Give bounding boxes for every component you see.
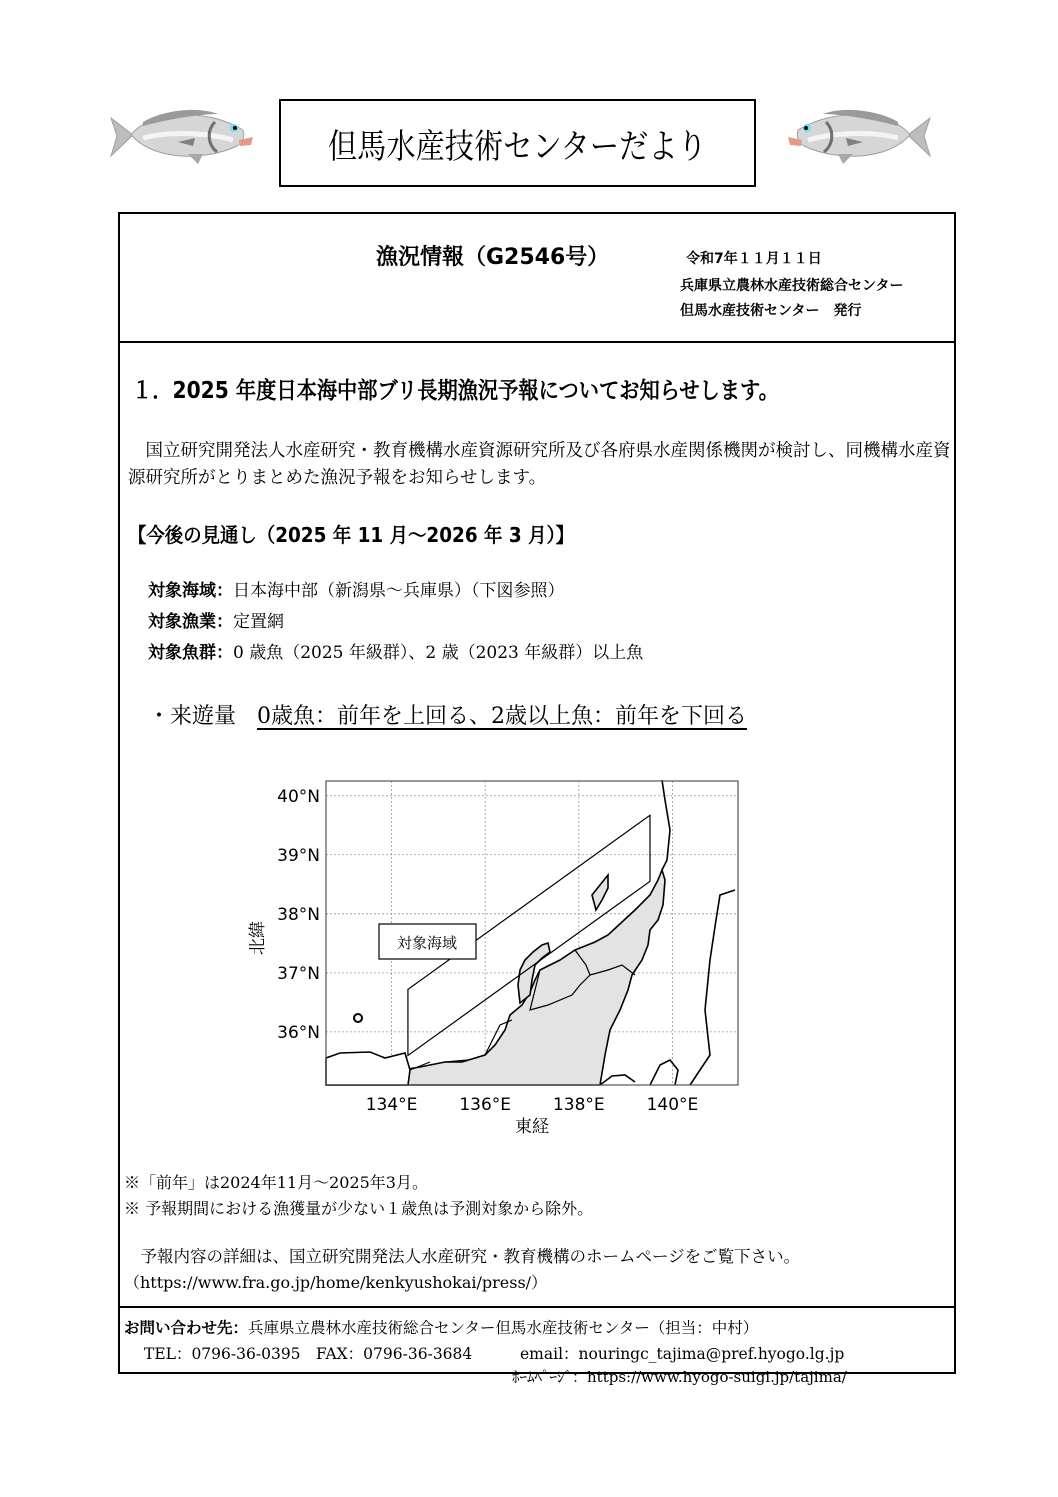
contact-homepage[interactable]: ﾎｰﾑﾍﾟｰｼﾞ：https://www.hyogo-suigi.jp/tajima/	[512, 1368, 847, 1386]
spec-target-fishery	[148, 607, 284, 632]
spec-target-area	[148, 576, 565, 601]
newsletter-title-box	[279, 99, 756, 187]
land-tohoku-east	[662, 780, 670, 870]
y-tick-label: 36°N	[277, 1022, 320, 1043]
contact-phone-fax: TEL：0796-36-0395 FAX：0796-36-3684	[144, 1345, 473, 1363]
y-tick-labels	[277, 787, 320, 1043]
x-tick-label: 138°E	[552, 1095, 605, 1115]
note-previous-year: ※「前年」は2024年11月～2025年3月。	[124, 1173, 428, 1192]
contact-divider	[118, 1306, 956, 1308]
x-tick-label: 134°E	[365, 1095, 418, 1115]
spec-label: 対象魚群：	[148, 643, 233, 663]
land-tokyo-bay	[650, 1060, 678, 1085]
spec-target-fish-group	[148, 638, 643, 663]
x-axis-label: 東経	[515, 1117, 549, 1137]
y-tick-label: 38°N	[277, 904, 320, 925]
x-tick-label: 140°E	[646, 1095, 699, 1115]
spec-label: 対象海域：	[148, 581, 233, 601]
fish-icon	[788, 100, 938, 170]
contact-label: お問い合わせ先：	[124, 1319, 249, 1337]
y-tick-label: 37°N	[277, 963, 320, 984]
target-area-map	[230, 770, 750, 1150]
fra-press-link[interactable]: （https://www.fra.go.jp/home/kenkyushokai/press/）	[124, 1273, 548, 1292]
header-divider	[118, 341, 956, 343]
y-tick-label: 39°N	[277, 845, 320, 866]
spec-label: 対象漁業：	[148, 612, 233, 632]
section-heading: １．2025 年度日本海中部ブリ長期漁況予報についてお知らせします。	[132, 378, 779, 404]
arrival-value: 0歳魚：前年を上回る、2歳以上魚：前年を下回る	[257, 704, 747, 729]
newsletter-title: 但馬水産技術センターだより	[328, 126, 707, 167]
outlook-heading: 【今後の見通し（2025 年 11 月～2026 年 3 月）】	[128, 523, 575, 547]
x-tick-labels	[366, 1095, 699, 1115]
contact-line	[124, 1316, 758, 1338]
land-izu	[600, 1075, 635, 1085]
fish-icon	[103, 100, 253, 170]
land-honshu	[326, 870, 665, 1085]
issue-date: 令和7年１１月１１日	[686, 251, 822, 267]
land-pacific-coast	[690, 890, 735, 1085]
spec-value: 0 歳魚（2025 年級群）、2 歳（2023 年級群）以上魚	[233, 643, 644, 663]
y-tick-label: 40°N	[277, 786, 320, 807]
contact-email[interactable]: email：nouringc_tajima@pref.hyogo.lg.jp	[520, 1345, 845, 1363]
arrival-forecast	[148, 699, 747, 730]
land-sado	[592, 875, 608, 910]
issue-name: 漁況情報（G2546号）	[376, 245, 610, 270]
land-west	[326, 1052, 410, 1085]
target-area-label: 対象海域	[396, 934, 458, 952]
y-axis-label: 北緯	[248, 921, 268, 955]
publisher-line-2: 但馬水産技術センター 発行	[680, 303, 862, 319]
intro-paragraph: 国立研究開発法人水産研究・教育機構水産資源研究所及び各府県水産関係機関が検討し、同機構水産資源研究所がとりまとめた漁況予報をお知らせします。	[128, 441, 951, 488]
note-excluded-age: ※ 予報期間における漁獲量が少ない１歳魚は予測対象から除外。	[124, 1199, 594, 1218]
detail-text: 予報内容の詳細は、国立研究開発法人水産研究・教育機構のホームページをご覧下さい。	[124, 1247, 801, 1266]
contact-org: 兵庫県立農林水産技術総合センター但馬水産技術センター（担当：中村）	[248, 1319, 759, 1337]
land-oki	[354, 1014, 362, 1022]
x-tick-label: 136°E	[459, 1095, 512, 1115]
arrival-label: ・来遊量	[148, 704, 237, 729]
publisher-line-1: 兵庫県立農林水産技術総合センター	[680, 278, 904, 294]
spec-value: 日本海中部（新潟県～兵庫県）（下図参照）	[233, 581, 565, 601]
spec-value: 定置網	[233, 612, 284, 632]
